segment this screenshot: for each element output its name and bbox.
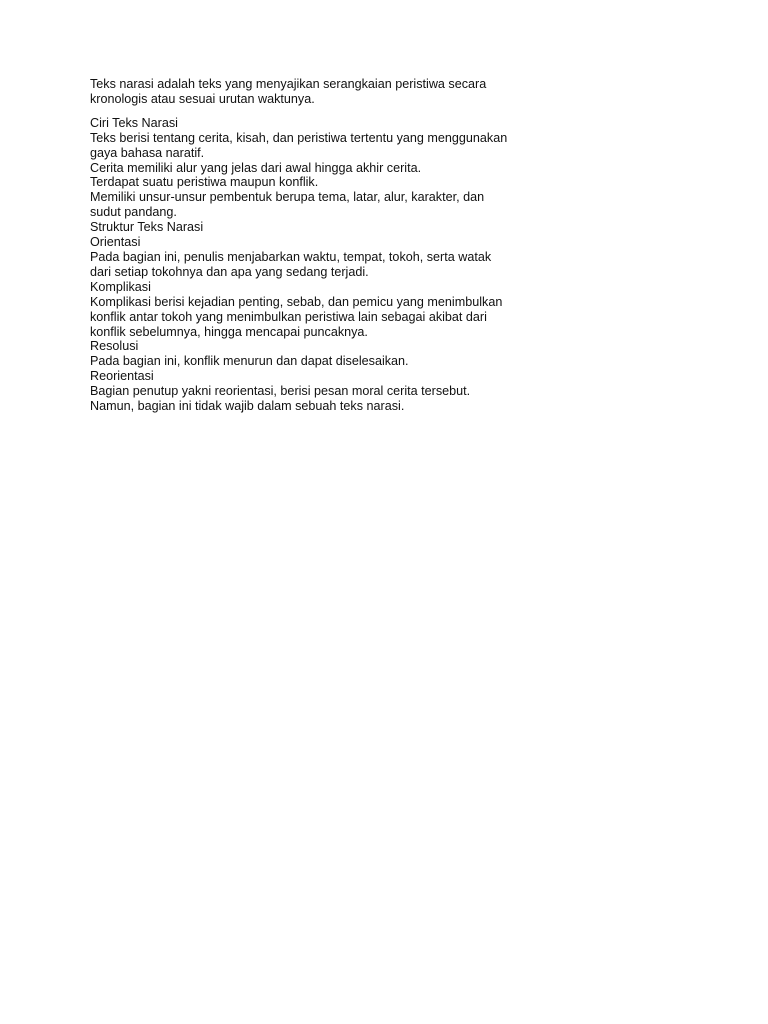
main-text [90, 116, 565, 414]
subheading-resolusi: Resolusi [90, 339, 139, 354]
text-line: konflik antar tokoh yang menimbulkan peristiwa lain sebagai akibat dari [90, 309, 487, 324]
subheading-reorientasi: Reorientasi [90, 369, 154, 384]
text-line: Pada bagian ini, konflik menurun dan dapat diselesaikan. [90, 354, 409, 369]
text-line: Pada bagian ini, penulis menjabarkan waktu, tempat, tokoh, serta watak [90, 249, 492, 264]
text-line: sudut pandang. [90, 205, 177, 220]
text-line: dari setiap tokohnya dan apa yang sedang terjadi. [90, 264, 369, 279]
text-line: Bagian penutup yakni reorientasi, berisi pesan moral cerita tersebut. [90, 384, 471, 399]
text-line: gaya bahasa naratif. [90, 145, 205, 160]
subheading-komplikasi: Komplikasi [90, 279, 151, 294]
text-line: Teks berisi tentang cerita, kisah, dan peristiwa tertentu yang menggunakan [90, 130, 508, 145]
text-line: Cerita memiliki alur yang jelas dari awal hingga akhir cerita. [90, 160, 422, 175]
section-heading-ciri: Ciri Teks Narasi [90, 115, 178, 130]
text-line: Teks narasi adalah teks yang menyajikan serangkaian peristiwa secara [90, 77, 487, 91]
text-line: Memiliki unsur-unsur pembentuk berupa tema, latar, alur, karakter, dan [90, 190, 485, 205]
document-body [90, 77, 565, 414]
text-line: konflik sebelumnya, hingga mencapai puncaknya. [90, 324, 368, 339]
subheading-orientasi: Orientasi [90, 235, 141, 250]
text-line: Komplikasi berisi kejadian penting, sebab, dan pemicu yang menimbulkan [90, 294, 503, 309]
text-line: Terdapat suatu peristiwa maupun konflik. [90, 175, 319, 190]
intro-paragraph [90, 77, 565, 107]
section-heading-struktur: Struktur Teks Narasi [90, 220, 204, 235]
text-line: Namun, bagian ini tidak wajib dalam sebuah teks narasi. [90, 399, 405, 414]
text-line: kronologis atau sesuai urutan waktunya. [90, 91, 315, 106]
